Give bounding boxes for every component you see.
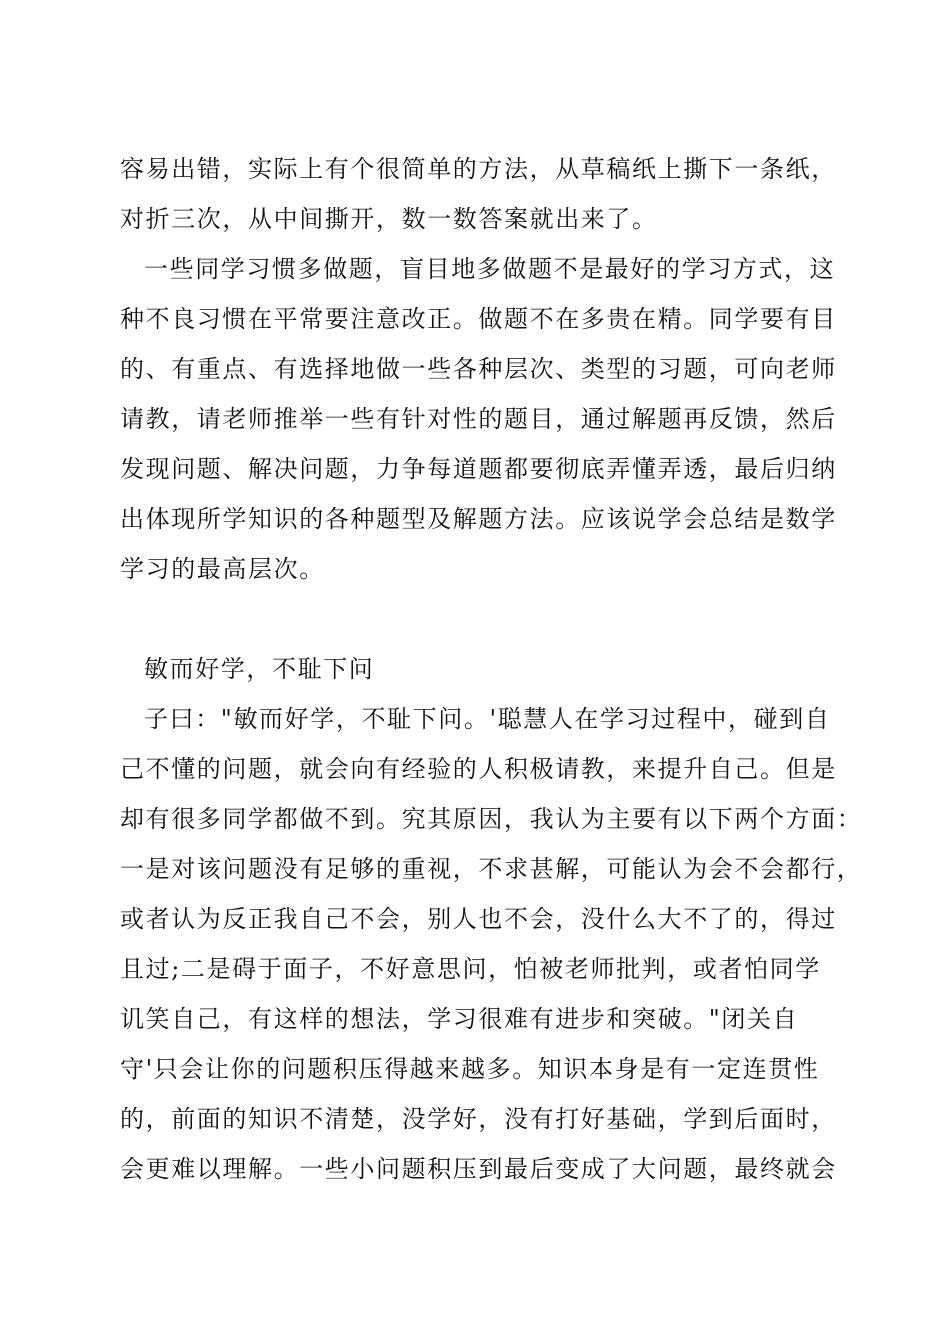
text-line: 或者认为反正我自己不会，别人也不会，没什么大不了的，得过 <box>120 905 837 933</box>
text-line: 对折三次，从中间撕开，数一数答案就出来了。 <box>120 205 658 233</box>
text-line: 容易出错，实际上有个很简单的方法，从草稿纸上撕下一条纸， <box>120 155 837 183</box>
text-line: 守'只会让你的问题积压得越来越多。知识本身是有一定连贯性 <box>120 1055 820 1083</box>
text-line: 学习的最高层次。 <box>120 555 325 583</box>
section-heading: 敏而好学，不耻下问 <box>144 655 375 683</box>
text-line: 的，前面的知识不清楚，没学好，没有打好基础，学到后面时， <box>120 1105 837 1133</box>
text-line: 一些同学习惯多做题，盲目地多做题不是最好的学习方式，这 <box>144 255 836 283</box>
text-line: 且过;二是碍于面子，不好意思问，怕被老师批判，或者怕同学 <box>120 955 821 983</box>
text-line: 己不懂的问题，就会向有经验的人积极请教，来提升自己。但是 <box>120 755 837 783</box>
text-line: 出体现所学知识的各种题型及解题方法。应该说学会总结是数学 <box>120 505 837 533</box>
text-line: 一是对该问题没有足够的重视，不求甚解，可能认为会不会都行， <box>120 855 863 883</box>
text-line: 会更难以理解。一些小问题积压到最后变成了大问题，最终就会 <box>120 1155 837 1183</box>
text-line: 请教，请老师推举一些有针对性的题目，通过解题再反馈，然后 <box>120 405 837 433</box>
text-line: 却有很多同学都做不到。究其原因，我认为主要有以下两个方面： <box>120 805 863 833</box>
text-line: 的、有重点、有选择地做一些各种层次、类型的习题，可向老师 <box>120 355 837 383</box>
text-line: 种不良习惯在平常要注意改正。做题不在多贵在精。同学要有目 <box>120 305 837 333</box>
text-line: 讥笑自己，有这样的想法，学习很难有进步和突破。"闭关自 <box>120 1005 799 1033</box>
text-line: 发现问题、解决问题，力争每道题都要彻底弄懂弄透，最后归纳 <box>120 455 837 483</box>
text-line: 子曰："敏而好学，不耻下问。'聪慧人在学习过程中，碰到自 <box>144 705 831 733</box>
